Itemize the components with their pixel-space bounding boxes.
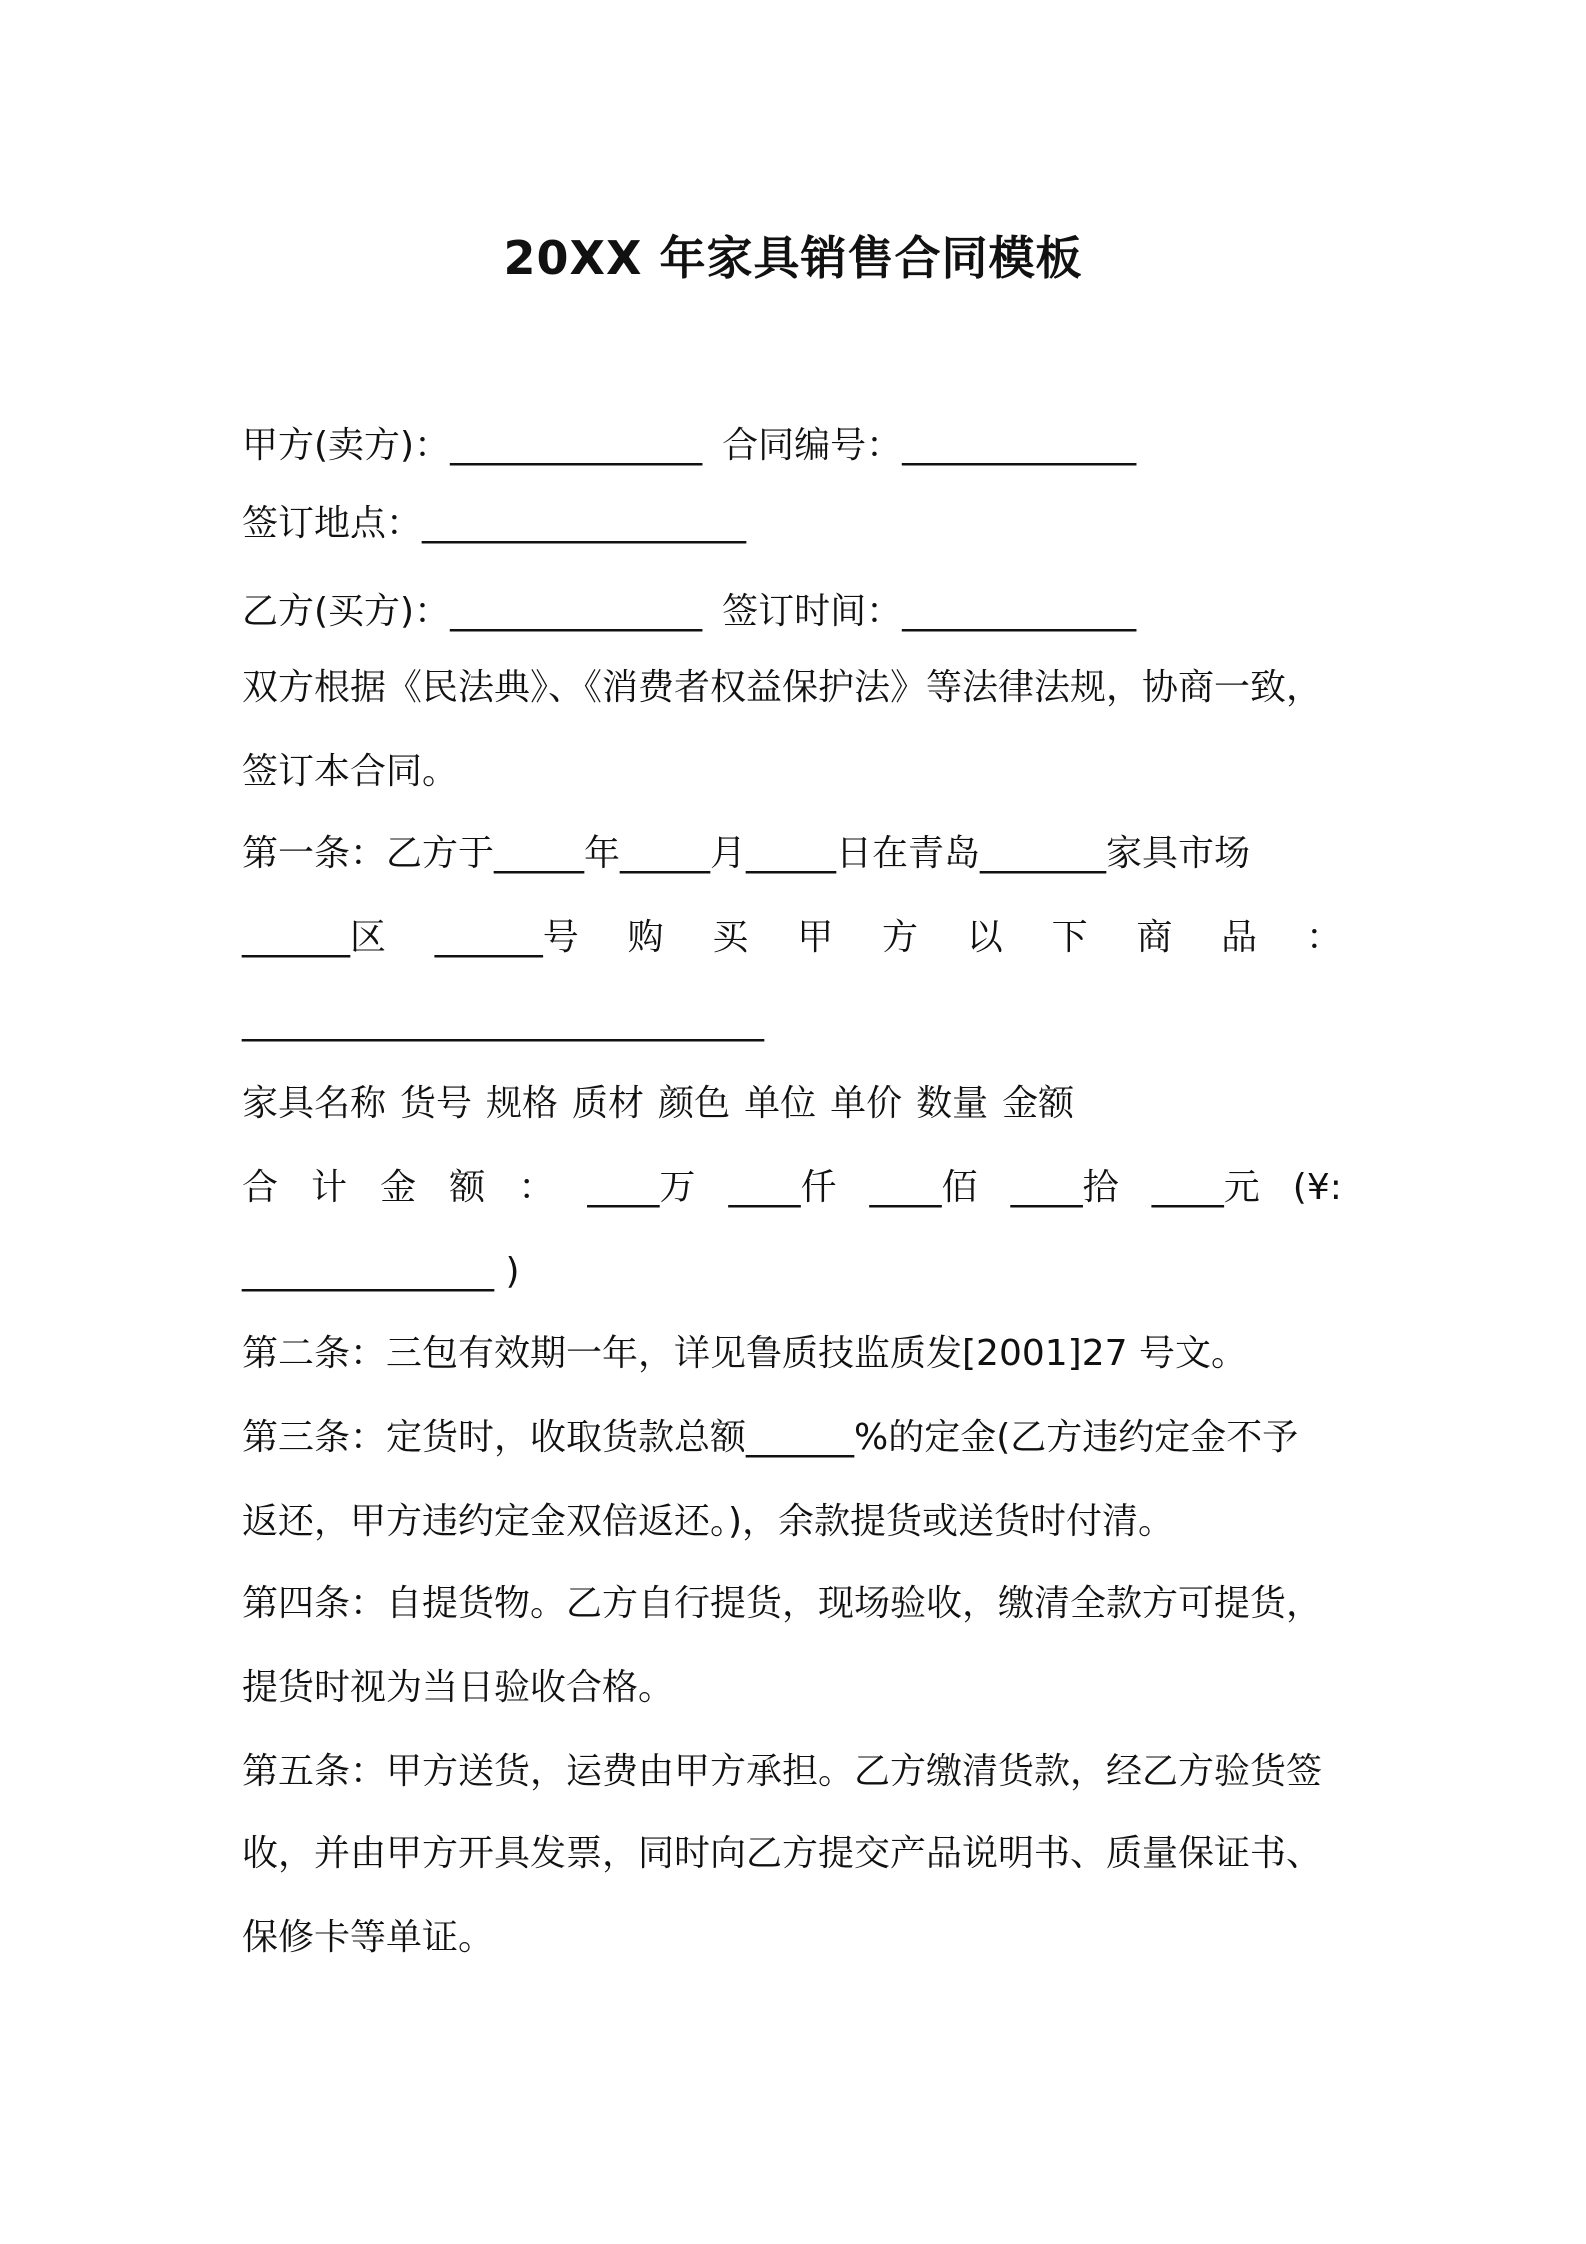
yuan-blank: ____元 bbox=[1151, 1167, 1260, 1208]
total-amount-line-2: ______________ ) bbox=[242, 1251, 520, 1292]
article2-line-1: 第二条：三包有效期一年，详见鲁质技监质发[2001]27 号文。 bbox=[242, 1333, 1247, 1374]
district-blank: ______区 bbox=[242, 917, 387, 958]
char: 额 bbox=[449, 1167, 486, 1208]
article4-line-2: 提货时视为当日验收合格。 bbox=[242, 1667, 675, 1708]
qian-blank: ____仟 bbox=[728, 1167, 837, 1208]
char: ： bbox=[1305, 917, 1342, 958]
column-header: 单价 bbox=[830, 1083, 903, 1124]
char: 甲 bbox=[797, 917, 834, 958]
article5-line-3: 保修卡等单证。 bbox=[242, 1917, 495, 1958]
sign-place-row bbox=[242, 500, 746, 548]
column-header: 单位 bbox=[744, 1083, 817, 1124]
char: 商 bbox=[1136, 917, 1173, 958]
article1-line-2 bbox=[242, 914, 1342, 962]
shi-blank: ____拾 bbox=[1010, 1167, 1119, 1208]
sign-place-label: 签订地点： bbox=[242, 503, 423, 544]
party-b-label: 乙方(买方)： bbox=[242, 591, 451, 632]
party-a-label: 甲方(卖方)： bbox=[242, 425, 451, 466]
column-header: 家具名称 bbox=[242, 1083, 387, 1124]
article5-line-2: 收，并由甲方开具发票，同时向乙方提交产品说明书、质量保证书、 bbox=[242, 1833, 1323, 1874]
char: 以 bbox=[966, 917, 1003, 958]
party-a-blank: ______________ bbox=[450, 425, 703, 466]
column-header: 规格 bbox=[486, 1083, 559, 1124]
article3-line-1: 第三条：定货时，收取货款总额______%的定金(乙方违约定金不予 bbox=[242, 1417, 1299, 1458]
contract-no-blank: _____________ bbox=[902, 425, 1137, 466]
party-b-row bbox=[242, 588, 1136, 636]
article3-line-2: 返还，甲方违约定金双倍返还。)，余款提货或送货时付清。 bbox=[242, 1501, 1175, 1542]
number-blank: ______号 bbox=[434, 917, 579, 958]
total-amount-line bbox=[242, 1164, 1342, 1212]
party-a-row bbox=[242, 422, 1136, 470]
article5-line-1: 第五条：甲方送货，运费由甲方承担。乙方缴清货款，经乙方验货签 bbox=[242, 1751, 1323, 1792]
wan-blank: ____万 bbox=[587, 1167, 696, 1208]
char: 购 bbox=[627, 917, 664, 958]
column-header: 颜色 bbox=[658, 1083, 731, 1124]
sign-place-blank: __________________ bbox=[422, 503, 747, 544]
yen-label: (¥: bbox=[1292, 1167, 1342, 1208]
article1-line-1: 第一条：乙方于_____年_____月_____日在青岛_______家具市场 bbox=[242, 833, 1251, 874]
bai-blank: ____佰 bbox=[869, 1167, 978, 1208]
article4-line-1: 第四条：自提货物。乙方自行提货，现场验收，缴清全款方可提货， bbox=[242, 1583, 1323, 1624]
intro-line-1: 双方根据《民法典》、《消费者权益保护法》等法律法规，协商一致， bbox=[242, 667, 1323, 708]
article1-line-3: _____________________________ bbox=[242, 1001, 764, 1042]
char: ： bbox=[518, 1167, 555, 1208]
char: 合 bbox=[242, 1167, 279, 1208]
document-title: 20XX 年家具销售合同模板 bbox=[503, 231, 1083, 285]
char: 品 bbox=[1221, 917, 1258, 958]
column-header: 数量 bbox=[916, 1083, 989, 1124]
char: 买 bbox=[712, 917, 749, 958]
column-header: 质材 bbox=[572, 1083, 645, 1124]
contract-no-label: 合同编号： bbox=[722, 425, 903, 466]
char: 下 bbox=[1051, 917, 1088, 958]
column-header: 金额 bbox=[1002, 1083, 1075, 1124]
char: 计 bbox=[311, 1167, 348, 1208]
party-b-blank: ______________ bbox=[450, 591, 703, 632]
goods-columns bbox=[242, 1080, 1074, 1128]
sign-time-blank: _____________ bbox=[902, 591, 1137, 632]
column-header: 货号 bbox=[400, 1083, 473, 1124]
char: 金 bbox=[380, 1167, 417, 1208]
char: 方 bbox=[881, 917, 918, 958]
sign-time-label: 签订时间： bbox=[722, 591, 903, 632]
intro-line-2: 签订本合同。 bbox=[242, 751, 459, 792]
